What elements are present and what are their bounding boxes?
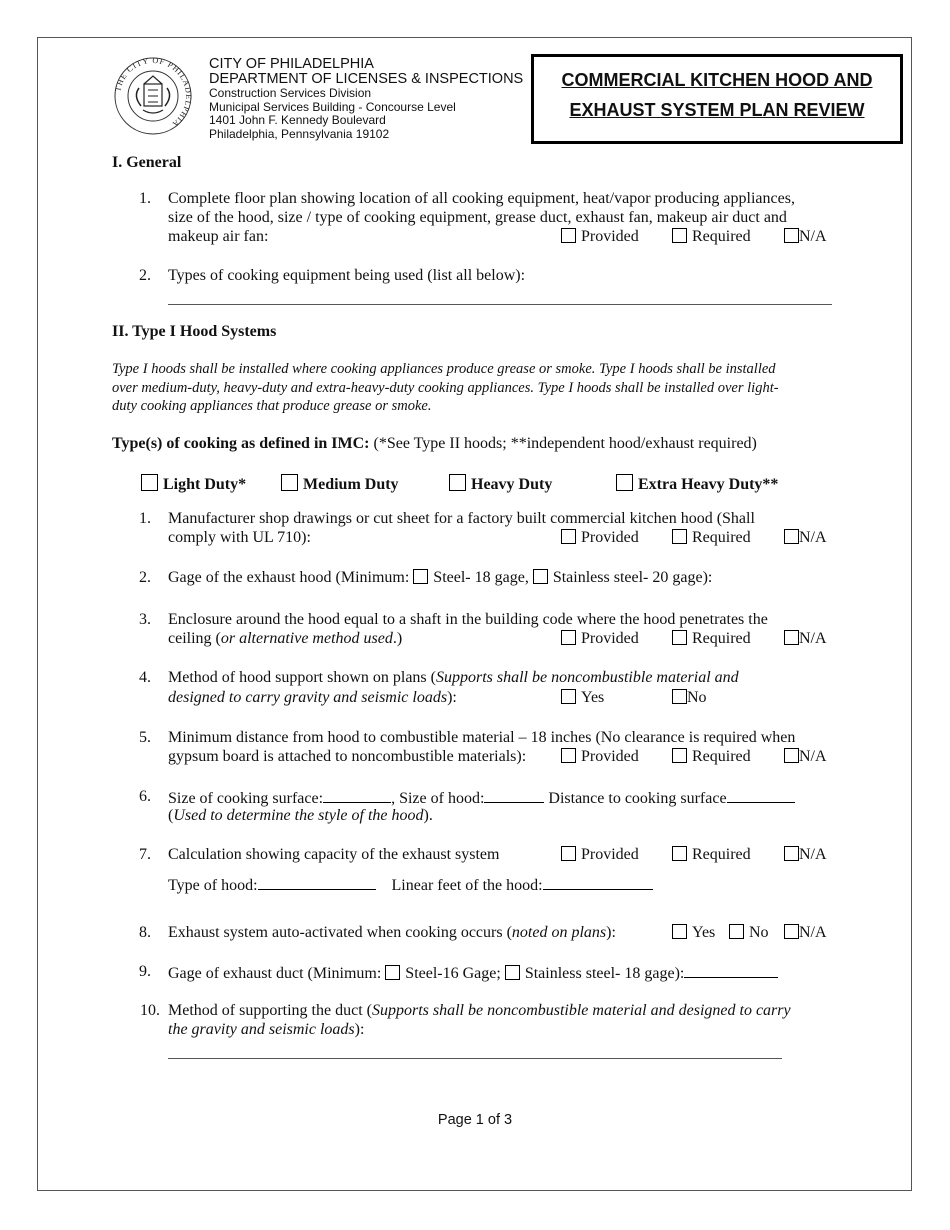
- text: Method of hood support shown on plans (: [168, 669, 436, 686]
- option-label: No: [687, 689, 707, 706]
- distance-field[interactable]: [727, 787, 795, 803]
- type1-item-6-number: 6.: [139, 788, 151, 805]
- seal-text: THE CITY OF PHILADELPHIA: [113, 55, 193, 130]
- type1-item-4-line-2: [168, 688, 457, 708]
- stainless-20-label: Stainless steel- 20 gage):: [552, 569, 713, 586]
- steel-18-checkbox[interactable]: [413, 569, 428, 584]
- type1-item-3-line-2: [168, 629, 402, 649]
- text: Exhaust system auto-activated when cooking occurs (: [168, 924, 512, 941]
- option-label: N/A: [799, 846, 827, 863]
- option-label: N/A: [799, 630, 827, 647]
- option-label: Extra Heavy Duty**: [638, 476, 779, 493]
- type1-item-1-required[interactable]: [672, 528, 751, 548]
- steel-16-checkbox[interactable]: [385, 965, 400, 980]
- department-header: [209, 57, 523, 141]
- checkbox[interactable]: [672, 529, 687, 544]
- duty-heavy[interactable]: [449, 474, 552, 495]
- checkbox[interactable]: [561, 846, 576, 861]
- type1-item-9-text: [168, 962, 778, 984]
- checkbox[interactable]: [672, 689, 687, 704]
- general-item-1-line-1: Complete floor plan showing location of all cooking equipment, heat/vapor producing appliances,: [168, 190, 795, 207]
- city-name: CITY OF PHILADELPHIA: [209, 56, 374, 72]
- general-item-1-required[interactable]: [672, 227, 751, 247]
- hood-size-label: , Size of hood:: [391, 790, 485, 807]
- type1-item-7-line-2: [168, 874, 653, 896]
- text-italic: the gravity and seismic loads: [168, 1021, 355, 1038]
- option-label: Provided: [581, 228, 639, 245]
- text: ).: [423, 807, 433, 824]
- type1-intro: [112, 360, 779, 416]
- cooking-surface-label: Size of cooking surface:: [168, 790, 324, 807]
- type1-intro-line-3: duty cooking appliances that produce grease or smoke.: [112, 398, 432, 414]
- type1-item-9-number: 9.: [139, 963, 151, 980]
- type1-item-1-na[interactable]: [784, 528, 827, 548]
- checkbox[interactable]: [561, 228, 576, 243]
- linear-feet-label: Linear feet of the hood:: [391, 877, 543, 894]
- text: Gage of exhaust duct (Minimum:: [168, 965, 386, 982]
- option-label: Light Duty*: [163, 476, 247, 493]
- type1-item-4-no[interactable]: [672, 688, 707, 708]
- type1-item-4-number: 4.: [139, 669, 151, 686]
- checkbox[interactable]: [784, 748, 799, 763]
- type1-item-1-line-2: comply with UL 710):: [168, 529, 311, 546]
- text: Method of supporting the duct (: [168, 1002, 372, 1019]
- type1-item-3-provided[interactable]: [561, 629, 639, 649]
- general-item-1-na[interactable]: [784, 227, 827, 247]
- hood-type-field[interactable]: [258, 874, 376, 890]
- equipment-list-line[interactable]: [168, 304, 832, 305]
- type1-item-3-required[interactable]: [672, 629, 751, 649]
- duct-gage-field[interactable]: [684, 962, 778, 978]
- page-number: Page 1 of 3: [437, 1112, 513, 1128]
- option-label: Provided: [581, 529, 639, 546]
- type1-item-4-yes[interactable]: [561, 688, 604, 708]
- duty-medium[interactable]: [281, 474, 399, 495]
- text-italic: Supports shall be noncombustible material and: [435, 669, 739, 686]
- checkbox[interactable]: [672, 748, 687, 763]
- general-item-2-text: Types of cooking equipment being used (list all below):: [168, 267, 526, 284]
- city-state-zip: Philadelphia, Pennsylvania 19102: [209, 126, 390, 141]
- cooking-types-title: Type(s) of cooking as defined in IMC:: [112, 435, 370, 452]
- text-italic: designed to carry gravity and seismic loads: [168, 689, 448, 706]
- type1-item-8-number: 8.: [139, 924, 151, 941]
- type1-item-7-required[interactable]: [672, 845, 751, 865]
- type1-item-5-required[interactable]: [672, 747, 751, 767]
- hood-size-field[interactable]: [484, 787, 544, 803]
- checkbox[interactable]: [672, 228, 687, 243]
- stainless-18-checkbox[interactable]: [505, 965, 520, 980]
- steel-16-label: Steel-16 Gage;: [405, 965, 501, 982]
- option-label: Heavy Duty: [471, 476, 553, 493]
- type1-item-8-na[interactable]: [784, 923, 827, 943]
- type1-item-10-number: 10.: [140, 1002, 160, 1019]
- general-item-2-number: 2.: [139, 267, 151, 284]
- svg-text:THE CITY OF PHILADELPHIA: [113, 56, 193, 129]
- general-item-1-line-2: size of the hood, size / type of cooking equipment, grease duct, exhaust fan, makeup air duct and: [168, 209, 787, 226]
- checkbox[interactable]: [729, 924, 744, 939]
- option-label: Yes: [581, 689, 605, 706]
- option-label: N/A: [799, 228, 827, 245]
- type1-intro-line-1: Type I hoods shall be installed where cooking appliances produce grease or smoke. Type I hoods shall be installed: [112, 361, 776, 377]
- type1-item-3-line-1: Enclosure around the hood equal to a shaft in the building code where the hood penetrates the: [168, 611, 768, 628]
- checkbox[interactable]: [672, 924, 687, 939]
- checkbox[interactable]: [561, 748, 576, 763]
- option-label: No: [749, 924, 769, 941]
- section-type1-heading: II. Type I Hood Systems: [112, 323, 277, 340]
- option-label: Medium Duty: [303, 476, 399, 493]
- hood-type-label: Type of hood:: [168, 877, 258, 894]
- text: (: [168, 807, 174, 824]
- checkbox[interactable]: [784, 924, 799, 939]
- checkbox[interactable]: [141, 474, 158, 491]
- department-name: DEPARTMENT OF LICENSES & INSPECTIONS: [209, 71, 524, 87]
- general-item-1-number: 1.: [139, 190, 151, 207]
- type1-item-3-na[interactable]: [784, 629, 827, 649]
- checkbox[interactable]: [561, 689, 576, 704]
- checkbox[interactable]: [561, 529, 576, 544]
- checkbox[interactable]: [449, 474, 466, 491]
- type1-item-7-text: Calculation showing capacity of the exhaust system: [168, 846, 500, 863]
- cooking-types-note: (*See Type II hoods; **independent hood/exhaust required): [369, 435, 757, 452]
- checkbox[interactable]: [784, 630, 799, 645]
- item-2-prefix: Gage of the exhaust hood (Minimum:: [168, 569, 414, 586]
- option-label: Required: [692, 630, 751, 647]
- text-italic: Used to determine the style of the hood: [173, 807, 424, 824]
- type1-item-5-provided[interactable]: [561, 747, 639, 767]
- type1-intro-line-2: over medium-duty, heavy-duty and extra-heavy-duty cooking appliances. Type I hoods shall be installed over light-: [112, 379, 779, 396]
- text: ):: [447, 689, 457, 706]
- type1-item-8-text: [168, 923, 616, 943]
- text: ):: [606, 924, 616, 941]
- option-label: Required: [692, 228, 751, 245]
- type1-item-10-line-1: [168, 1001, 791, 1021]
- form-title-box: [531, 54, 903, 144]
- type1-item-5-number: 5.: [139, 729, 151, 746]
- type1-item-7-na[interactable]: [784, 845, 827, 865]
- type1-item-1-line-1: Manufacturer shop drawings or cut sheet for a factory built commercial kitchen hood (Shall: [168, 510, 755, 527]
- linear-feet-field[interactable]: [543, 874, 653, 890]
- section-general-heading: I. General: [112, 154, 182, 171]
- stainless-18-label: Stainless steel- 18 gage):: [524, 965, 685, 982]
- type1-item-5-line-2: gypsum board is attached to noncombustible materials):: [168, 748, 527, 765]
- duty-light[interactable]: [141, 474, 246, 495]
- text: ceiling (: [168, 630, 221, 647]
- type1-item-7-number: 7.: [139, 846, 151, 863]
- cooking-surface-field[interactable]: [323, 787, 391, 803]
- division-name: Construction Services Division: [209, 86, 372, 100]
- type1-item-5-line-1: Minimum distance from hood to combustible material – 18 inches (No clearance is required when: [168, 729, 796, 746]
- duty-extra-heavy[interactable]: [616, 474, 778, 495]
- option-label: Yes: [692, 924, 716, 941]
- form-title-line-1: COMMERCIAL KITCHEN HOOD AND: [561, 70, 873, 90]
- general-item-1-line-3: makeup air fan:: [168, 228, 269, 245]
- checkbox[interactable]: [672, 630, 687, 645]
- type1-item-8-no[interactable]: [729, 923, 769, 943]
- type1-item-10-line-2: [168, 1020, 364, 1040]
- cooking-types-label: [112, 434, 757, 454]
- type1-item-4-line-1: [168, 668, 739, 688]
- type1-item-3-number: 3.: [139, 611, 151, 628]
- duct-support-line[interactable]: [168, 1058, 782, 1059]
- option-label: Required: [692, 748, 751, 765]
- steel-18-label: Steel- 18 gage,: [433, 569, 529, 586]
- building-name: Municipal Services Building - Concourse Level: [209, 99, 456, 114]
- option-label: Provided: [581, 846, 639, 863]
- option-label: N/A: [799, 924, 827, 941]
- type1-item-6-line-2: [168, 806, 433, 826]
- checkbox[interactable]: [784, 529, 799, 544]
- checkbox[interactable]: [281, 474, 298, 491]
- type1-item-5-na[interactable]: [784, 747, 827, 767]
- text: .): [392, 630, 403, 647]
- type1-item-1-provided[interactable]: [561, 528, 639, 548]
- option-label: N/A: [799, 529, 827, 546]
- checkbox[interactable]: [672, 846, 687, 861]
- text-italic: or alternative method used: [220, 630, 393, 647]
- checkbox[interactable]: [616, 474, 633, 491]
- type1-item-8-yes[interactable]: [672, 923, 715, 943]
- checkbox[interactable]: [561, 630, 576, 645]
- type1-item-1-number: 1.: [139, 510, 151, 527]
- checkbox[interactable]: [784, 846, 799, 861]
- text-italic: noted on plans: [511, 924, 607, 941]
- form-title-line-2: EXHAUST SYSTEM PLAN REVIEW: [569, 100, 865, 120]
- stainless-20-checkbox[interactable]: [533, 569, 548, 584]
- street-address: 1401 John F. Kennedy Boulevard: [209, 113, 386, 127]
- general-item-1-provided[interactable]: [561, 227, 639, 247]
- text: ):: [354, 1021, 365, 1038]
- distance-label: Distance to cooking surface: [544, 790, 727, 807]
- option-label: Provided: [581, 748, 639, 765]
- option-label: Required: [692, 846, 751, 863]
- city-seal: [113, 54, 193, 138]
- type1-item-7-provided[interactable]: [561, 845, 639, 865]
- option-label: N/A: [799, 748, 827, 765]
- text-italic: Supports shall be noncombustible material and designed to carry: [371, 1002, 791, 1019]
- option-label: Provided: [581, 630, 639, 647]
- type1-item-2-number: 2.: [139, 569, 151, 586]
- option-label: Required: [692, 529, 751, 546]
- type1-item-2-text: [168, 568, 712, 588]
- checkbox[interactable]: [784, 228, 799, 243]
